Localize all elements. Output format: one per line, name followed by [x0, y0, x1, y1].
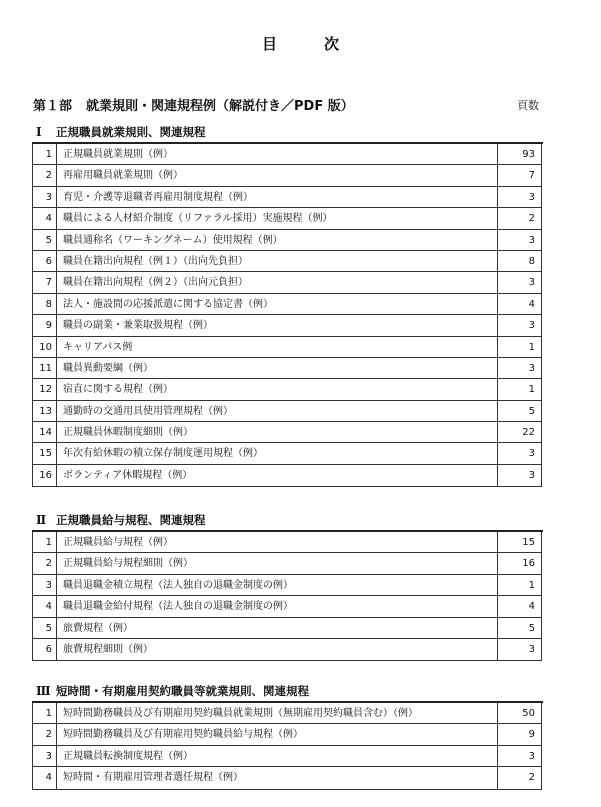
- item-pages: 7: [497, 165, 541, 185]
- table-row: [33, 465, 541, 486]
- table-row: [33, 639, 541, 660]
- item-pages: 3: [497, 230, 541, 250]
- item-pages: 2: [497, 767, 541, 788]
- item-title: 年次有給休暇の積立保存制度運用規程（例）: [63, 448, 263, 460]
- contents-table: [32, 703, 542, 790]
- item-number: 13: [33, 401, 57, 421]
- pages-column-header: 頁数: [517, 99, 539, 112]
- table-row: [33, 553, 541, 574]
- item-pages: 22: [497, 422, 541, 442]
- table-row: [33, 767, 541, 788]
- section-title: 正規職員給与規程、関連規程: [56, 513, 206, 527]
- page-title: 目 次: [261, 35, 355, 53]
- item-title: 法人・施設間の応援派遣に関する協定書（例）: [63, 298, 273, 310]
- item-pages: 4: [497, 596, 541, 616]
- part-heading: [33, 95, 354, 114]
- item-pages: 9: [497, 724, 541, 744]
- item-title: 職員異動要綱（例）: [63, 362, 153, 374]
- table-row: [33, 208, 541, 229]
- item-pages: 1: [497, 337, 541, 357]
- table-row: [33, 532, 541, 553]
- item-number: 2: [33, 724, 57, 744]
- item-number: 5: [33, 618, 57, 638]
- table-row: [33, 251, 541, 272]
- item-title: 職員退職金給付規程（法人独自の退職金制度の例）: [63, 601, 293, 613]
- section-heading: [32, 510, 543, 532]
- item-title: 職員の副業・兼業取扱規程（例）: [63, 320, 213, 332]
- section-2: [32, 510, 543, 661]
- table-row: [33, 315, 541, 336]
- section-numeral: Ⅲ: [36, 684, 51, 698]
- section-title: 短時間・有期雇用契約職員等就業規則、関連規程: [56, 684, 309, 698]
- section-title: 正規職員就業規則、関連規程: [56, 125, 206, 139]
- contents-table: [32, 532, 542, 661]
- item-pages: 1: [497, 575, 541, 595]
- item-title: 職員による人材紹介制度（リファラル採用）実施規程（例）: [63, 213, 333, 225]
- item-pages: 50: [497, 703, 541, 723]
- item-number: 8: [33, 294, 57, 314]
- item-pages: 93: [497, 144, 541, 164]
- table-row: [33, 358, 541, 379]
- section-heading: [32, 122, 543, 144]
- part-label: 第１部: [33, 99, 73, 114]
- item-pages: 3: [497, 746, 541, 766]
- item-pages: 3: [497, 465, 541, 486]
- item-number: 4: [33, 596, 57, 616]
- item-title: 職員退職金積立規程（法人独自の退職金制度の例）: [63, 579, 293, 591]
- table-row: [33, 575, 541, 596]
- item-pages: 3: [497, 315, 541, 335]
- item-number: 15: [33, 443, 57, 463]
- item-number: 3: [33, 187, 57, 207]
- table-row: [33, 187, 541, 208]
- table-row: [33, 422, 541, 443]
- table-row: [33, 724, 541, 745]
- item-title: 短時間勤務職員及び有期雇用契約職員給与規程（例）: [63, 729, 303, 741]
- item-number: 6: [33, 639, 57, 660]
- item-number: 7: [33, 272, 57, 292]
- item-number: 5: [33, 230, 57, 250]
- table-row: [33, 703, 541, 724]
- item-title: キャリアパス例: [63, 341, 133, 353]
- table-row: [33, 272, 541, 293]
- item-title: 育児・介護等退職者再雇用制度規程（例）: [63, 191, 253, 203]
- item-title: 通勤時の交通用具使用管理規程（例）: [63, 405, 233, 417]
- item-pages: 3: [497, 443, 541, 463]
- item-number: 14: [33, 422, 57, 442]
- item-pages: 16: [497, 553, 541, 573]
- item-title: 職員通称名（ワーキングネーム）使用規程（例）: [63, 234, 283, 246]
- item-title: 職員在籍出向規程（例１）（出向先負担）: [63, 255, 248, 267]
- section-1: [32, 122, 543, 487]
- item-pages: 3: [497, 639, 541, 660]
- item-number: 6: [33, 251, 57, 271]
- table-row: [33, 401, 541, 422]
- item-number: 2: [33, 553, 57, 573]
- item-number: 11: [33, 358, 57, 378]
- item-number: 4: [33, 767, 57, 788]
- item-title: ボランティア休暇規程（例）: [63, 469, 193, 481]
- item-title: 正規職員休暇制度細則（例）: [63, 427, 193, 439]
- table-row: [33, 596, 541, 617]
- item-pages: 4: [497, 294, 541, 314]
- item-title: 正規職員転換制度規程（例）: [63, 750, 193, 762]
- item-title: 短時間・有期雇用管理者選任規程（例）: [63, 772, 243, 784]
- item-pages: 8: [497, 251, 541, 271]
- section-3: [32, 681, 543, 790]
- item-title: 宿直に関する規程（例）: [63, 384, 173, 396]
- item-pages: 5: [497, 401, 541, 421]
- item-title: 旅費規程（例）: [63, 622, 133, 634]
- section-numeral: Ⅱ: [36, 513, 47, 527]
- item-number: 1: [33, 703, 57, 723]
- item-title: 再雇用職員就業規則（例）: [63, 170, 183, 182]
- item-number: 4: [33, 208, 57, 228]
- contents-table: [32, 144, 542, 487]
- item-number: 2: [33, 165, 57, 185]
- item-title: 短時間勤務職員及び有期雇用契約職員就業規則（無期雇用契約職員含む）（例）: [63, 708, 418, 719]
- table-row: [33, 746, 541, 767]
- table-row: [33, 618, 541, 639]
- item-title: 職員在籍出向規程（例２）（出向元負担）: [63, 277, 248, 289]
- item-number: 1: [33, 532, 57, 552]
- table-row: [33, 144, 541, 165]
- item-pages: 3: [497, 272, 541, 292]
- table-row: [33, 443, 541, 464]
- item-pages: 3: [497, 187, 541, 207]
- table-row: [33, 379, 541, 400]
- item-title: 正規職員給与規程細則（例）: [63, 558, 193, 570]
- item-number: 16: [33, 465, 57, 486]
- item-title: 旅費規程細則（例）: [63, 643, 153, 655]
- item-number: 12: [33, 379, 57, 399]
- part-title: 就業規則・関連規程例（解説付き／PDF 版）: [86, 99, 354, 114]
- item-title: 正規職員就業規則（例）: [63, 149, 173, 160]
- item-pages: 2: [497, 208, 541, 228]
- table-row: [33, 294, 541, 315]
- item-number: 9: [33, 315, 57, 335]
- table-row: [33, 337, 541, 358]
- item-number: 3: [33, 575, 57, 595]
- item-pages: 5: [497, 618, 541, 638]
- item-number: 10: [33, 337, 57, 357]
- item-pages: 1: [497, 379, 541, 399]
- item-title: 正規職員給与規程（例）: [63, 537, 173, 548]
- table-row: [33, 230, 541, 251]
- item-number: 1: [33, 144, 57, 164]
- item-number: 3: [33, 746, 57, 766]
- item-pages: 3: [497, 358, 541, 378]
- item-pages: 15: [497, 532, 541, 552]
- section-heading: [32, 681, 543, 703]
- table-row: [33, 165, 541, 186]
- section-numeral: Ⅰ: [36, 125, 42, 139]
